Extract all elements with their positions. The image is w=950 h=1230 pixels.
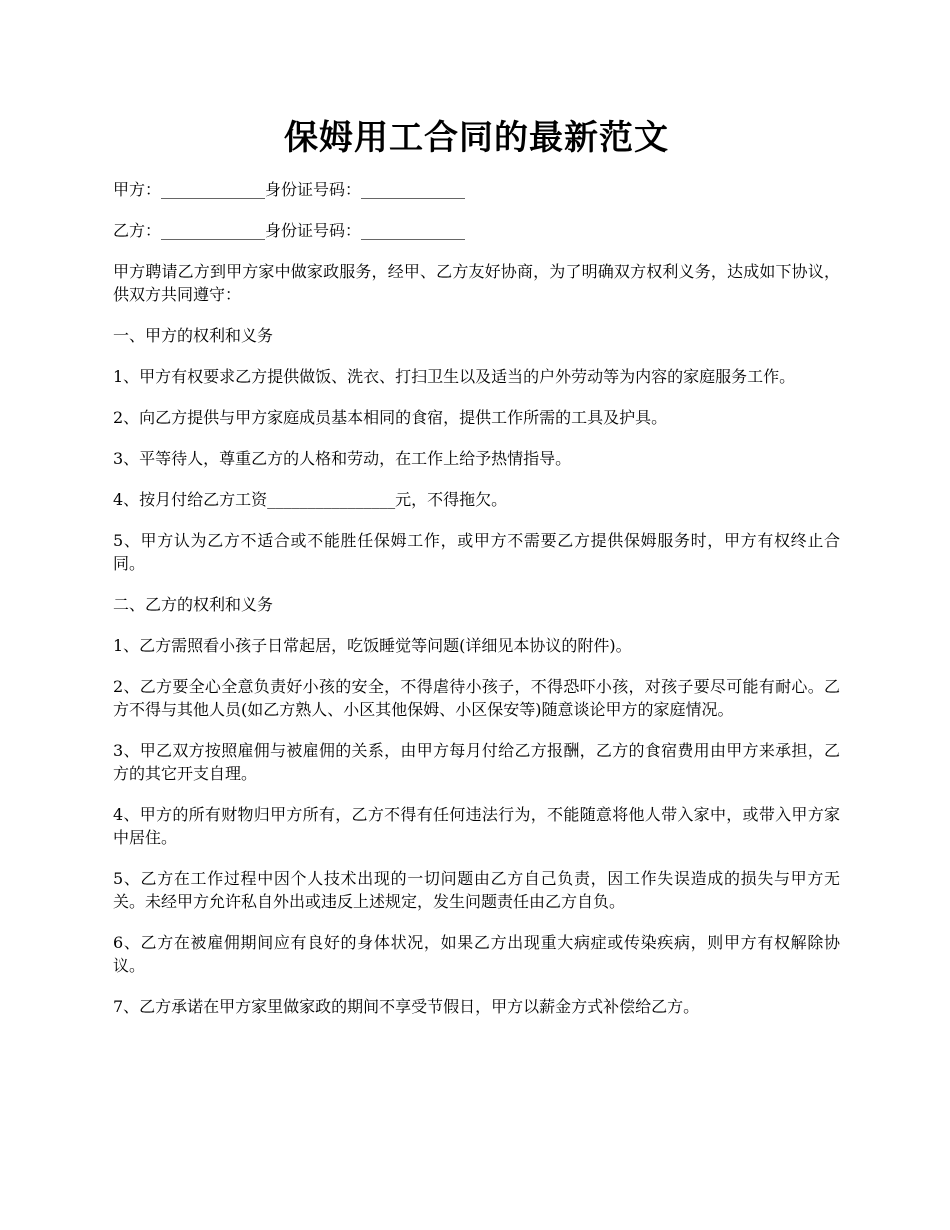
clause-a-4: 4、按月付给乙方工资________________元，不得拖欠。 <box>113 490 508 509</box>
clause-b-3: 3、甲乙双方按照雇佣与被雇佣的关系，由甲方每月付给乙方报酬，乙方的食宿费用由甲方来承担，乙方的其它开支自理。 <box>113 741 840 783</box>
clause-b-6: 6、乙方在被雇佣期间应有良好的身体状况，如果乙方出现重大病症或传染疾病，则甲方有权解除协议。 <box>113 933 840 975</box>
intro-paragraph: 甲方聘请乙方到甲方家中做家政服务，经甲、乙方友好协商，为了明确双方权利义务，达成如下协议，供双方共同遵守： <box>113 262 840 304</box>
clause-a-1: 1、甲方有权要求乙方提供做饭、洗衣、打扫卫生以及适当的户外劳动等为内容的家庭服务工作。 <box>113 367 796 386</box>
clause-a-5: 5、甲方认为乙方不适合或不能胜任保姆工作，或甲方不需要乙方提供保姆服务时，甲方有权终止合同。 <box>113 531 840 573</box>
clause-b-1: 1、乙方需照看小孩子日常起居，吃饭睡觉等问题(详细见本协议的附件)。 <box>113 636 632 655</box>
document-body <box>113 178 840 1018</box>
clause-b-5: 5、乙方在工作过程中因个人技术出现的一切问题由乙方自己负责，因工作失误造成的损失与甲方无关。未经甲方允许私自外出或违反上述规定，发生问题责任由乙方自负。 <box>113 869 840 911</box>
clause-b-7: 7、乙方承诺在甲方家里做家政的期间不享受节假日，甲方以薪金方式补偿给乙方。 <box>113 997 700 1016</box>
clause-b-2: 2、乙方要全心全意负责好小孩的安全，不得虐待小孩子，不得恐吓小孩，对孩子要尽可能有耐心。乙方不得与其他人员(如乙方熟人、小区其他保姆、小区保安等)随意谈论甲方的家庭情况。 <box>113 677 840 719</box>
clause-b-4: 4、甲方的所有财物归甲方所有，乙方不得有任何违法行为，不能随意将他人带入家中，或带入甲方家中居住。 <box>113 805 840 847</box>
party-b-line: 乙方：_____________身份证号码：_____________ <box>113 221 466 240</box>
section-heading-party-b: 二、乙方的权利和义务 <box>113 595 274 614</box>
document-title: 保姆用工合同的最新范文 <box>284 118 669 158</box>
clause-a-2: 2、向乙方提供与甲方家庭成员基本相同的食宿，提供工作所需的工具及护具。 <box>113 408 668 427</box>
document-page <box>113 0 840 1036</box>
party-a-line: 甲方：_____________身份证号码：_____________ <box>113 180 466 199</box>
clause-a-3: 3、平等待人，尊重乙方的人格和劳动，在工作上给予热情指导。 <box>113 449 572 468</box>
section-heading-party-a: 一、甲方的权利和义务 <box>113 326 274 345</box>
